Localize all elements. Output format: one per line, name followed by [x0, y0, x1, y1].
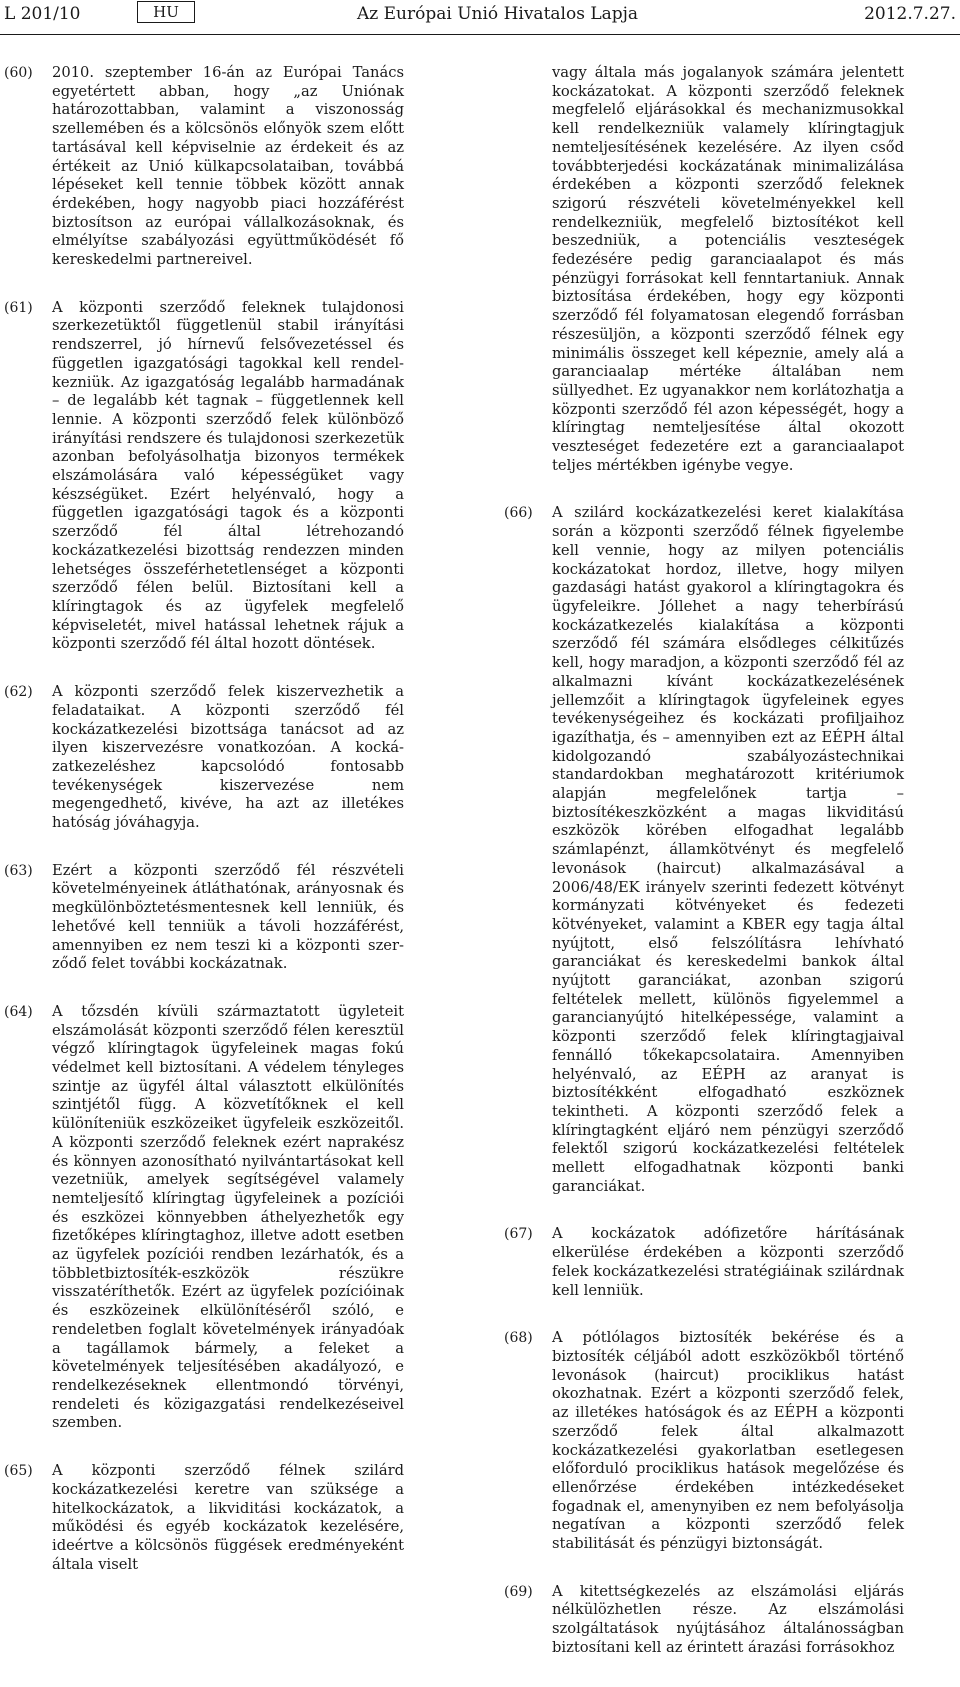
- recital-number: (62): [4, 684, 33, 701]
- recital-number: (66): [504, 505, 533, 522]
- recital-number: (60): [4, 65, 33, 81]
- recital-text: Ezért a központi szerződő fél részvételi követelményeinek átláthatónak, arányosnak és megkülönböztetésmentesnek kell lenniük, és lehetővé kell tenniük a távoli hozzáférést, amennyiben ez nem teszi ki a központi szerződő felet további kockázatnak.: [52, 861, 404, 973]
- recital-66: [504, 504, 904, 1196]
- recital-text: A központi szerződő felek kiszervezhetik a feladataikat. A központi szerződő fél kockázatkezelési bizottsága tanácsot ad az ilyen kiszervezésre vonatkozóan. A kockázatkezeléshez kapcsolódó fontosabb tevékenységek kiszervezése nem megengedhető, kivéve, ha azt az illetékes hatóság jóváhagyja.: [52, 683, 404, 832]
- left-column: [4, 64, 404, 1603]
- recital-text: A pótlólagos biztosíték bekérése és a biztosíték céljából adott eszközökből történő levonások (haircut) prociklikus hatást okozhatnak. Ezért a központi szerződő felek, az illetékes hatóságok és az EÉPH a központi szerződő felek által alkalmazott kockázatkezelési gyakorlatban esetlegesen előforduló prociklikus hatások megelőzése és ellenőrzése érdekében intézkedéseket fogadnak el, amenynyiben ez nem befolyásolja negatívan a központi szerződő felek stabilitását és pénzügyi biztonságát.: [552, 1329, 904, 1553]
- recital-65-continued: [504, 64, 904, 475]
- recital-63: [4, 862, 404, 974]
- page-reference: L 201/10: [4, 4, 81, 24]
- right-column: [504, 64, 904, 1687]
- recital-68: [504, 1329, 904, 1553]
- publication-date: 2012.7.27.: [864, 4, 956, 24]
- recital-number: (61): [4, 299, 33, 316]
- recital-text: vagy általa más jogalanyok számára jelentett kockázatokat. A központi szerződő feleknek megfelelő eljárásokkal és mechanizmusokkal kell rendelkezniük valamely klíringtagjuk nemteljesítésének kezelésére. Az ilyen csőd továbbterjedési kockázatának minimalizálása érdekében a központi szerződő feleknek szigorú részvételi követelményekkel kell rendelkezniük, megfelelő biztosítékot kell beszedniük, a potenciális veszteségek fedezésére pedig garanciaalapot és más pénzügyi forrásokat kell fenntartaniuk. Annak biztosítása érdekében, hogy egy központi szerződő fél folyamatosan elegendő forrásban részesüljön, a központi szerződő félnek egy minimális összeget kell képeznie, amely alá a garanciaalap mértéke általában nem süllyedhet. Ez ugyanakkor nem korlátozhatja a központi szerződő fél azon képességét, hogy a klíringtag nemteljesítése által okozott veszteséget fedezetére ezt a garanciaalapot teljes mértékben igénybe vegye.: [552, 64, 904, 474]
- recital-text: A központi szerződő feleknek tulajdonosi szerkezetüktől függetlenül stabil irányítási rendszerrel, jó hírnevű felsővezetéssel és független igazgatósági tagokkal kell rendelkezniük. Az igazgatóság legalább harmadának – de legalább két tagnak – függetlennek kell lennie. A központi szerződő felek különböző irányítási rendszere és tulajdonosi szerkezetük azonban befolyásolhatja bizonyos termékek elszámolására való képességüket vagy készségüket. Ezért helyénvaló, hogy a független igazgatósági tagok és a központi szerződő fél által létrehozandó kockázatkezelési bizottság rendezzen minden lehetséges összeférhetetlenséget a központi szerződő félen belül. Biztosítani kell a klíringtagok és az ügyfelek megfelelő képviseletét, mivel hatással lehetnek rájuk a központi szerződő fél által hozott döntések.: [52, 298, 404, 653]
- recital-62: [4, 683, 404, 833]
- recital-number: (68): [504, 1330, 533, 1347]
- recital-text: A szilárd kockázatkezelési keret kialakítása során a központi szerződő félnek figyelembe kell vennie, hogy az milyen potenciális kockázatokat hordoz, illetve, hogy milyen gazdasági hatást gyakorol a klíringtagokra és ügyfeleikre. Jóllehet a nagy teherbírású kockázatkezelés kialakítása a központi szerződő fél számára elsődleges célkitűzés kell, hogy maradjon, a központi szerződő fél az alkalmazni kívánt kockázatkezelésének jellemzőit a klíringtagok ügyfeleinek egyes tevékenységeihez és kockázati profiljaihoz igazíthatja, és – amennyiben ezt az EÉPH által kidolgozandó szabályozástechnikai standardokban meghatározott kritériumok alapján megfelelőnek tartja – biztosítékeszközként a magas likviditású eszközök körében elfogadhat legalább számlapénzt, államkötvényt és megfelelő levonások (haircut) alkalmazásával a 2006/48/EK irányelv szerinti fedezett kötvényt kormányzati kötvényeket és fedezeti kötvényeket, valamint a KBER egy tagja által nyújtott, első felszólításra lehívható garanciákat és kereskedelmi bankok által nyújtott garanciákat, azonban szigorú feltételek mellett, különös figyelemmel a garancianyújtó hitelképessége, valamint a központi szerződő felek klíringtagjaival fennálló tőkekapcsolataira. Amennyiben helyénvaló, az EÉPH az aranyat is biztosítékként elfogadható eszköznek tekintheti. A központi szerződő felek a klíringtagként eljáró nem pénzügyi szerződő felektől szigorú kockázatkezelési feltételek mellett elfogadhatnak központi banki garanciákat.: [552, 504, 904, 1195]
- recital-text: A központi szerződő félnek szilárd kockázatkezelési keretre van szüksége a hitelkockázatok, a likviditási kockázatok, a működési és egyéb kockázatok kezelésére, ideértve a kölcsönös függések eredményeként általa viselt: [52, 1462, 404, 1573]
- recital-number: (67): [504, 1226, 533, 1243]
- recital-69: [504, 1583, 904, 1658]
- page-header: [0, 0, 960, 44]
- recital-number: (63): [4, 862, 33, 879]
- recital-number: (64): [4, 1003, 33, 1020]
- recital-64: [4, 1003, 404, 1433]
- journal-title: Az Európai Unió Hivatalos Lapja: [357, 4, 639, 24]
- recital-text: A kockázatok adófizetőre hárításának elkerülése érdekében a központi szerződő felek kockázatkezelési stratégiáinak szilárdnak kell lenniük.: [552, 1225, 904, 1299]
- recital-65: [4, 1462, 404, 1574]
- recital-text: A kitettségkezelés az elszámolási eljárás nélkülözhetlen része. Az elszámolási szolgáltatások nyújtásához általánosságban biztosítani kell az érintett árazási forrásokhoz: [552, 1582, 904, 1656]
- header-rule: [0, 34, 960, 35]
- recital-text: A tőzsdén kívüli származtatott ügyleteit elszámolását központi szerződő félen keresztül végző klíringtagok ügyfeleinek magas fokú védelmet kell biztosítani. A védelem tényleges szintje az ügyfél által választott elkülönítés szintjétől függ. A közvetítőknek el kell különíteniük eszközeiket ügyfeleik eszközeitől. A központi szerződő feleknek ezért naprakész és könnyen azonosítható nyilvántartásokat kell vezetniük, amelyek segítségével valamely nemteljesítő klíringtag ügyfeleinek a pozíciói és eszközei könnyebben áthelyezhetők egy fizetőképes klíringtaghoz, illetve adott esetben az ügyfelek pozíciói rendben lezárhatók, és a többletbiztosíték-eszközök részükre visszatéríthetők. Ezért az ügyfelek pozícióinak és eszközeinek elkülönítéséről szóló, e rendeletben foglalt követelmények irányadóak a tagállamok bármely, a feleket a követelmények teljesítésében akadályozó, e rendelkezéseknek ellentmondó törvényi, rendeleti és közigazgatási rendelkezéseivel szemben.: [52, 1002, 404, 1432]
- recital-number: (69): [504, 1583, 533, 1600]
- recital-60: [4, 64, 404, 270]
- language-code-box: HU: [137, 1, 195, 23]
- recital-61: [4, 299, 404, 654]
- recital-number: (65): [4, 1463, 33, 1480]
- recital-text: 2010. szeptember 16-án az Európai Tanács egyetértett abban, hogy „az Uniónak határozottabban, valamint a viszonosság szellemében és a kölcsönös előnyök szem előtt tartásával kell képviselnie az érdekeit és az értékeit az Unió külkapcsolataiban, továbbá lépéseket kell tennie többek között annak érdekében, hogy nagyobb piaci hozzáférést biztosítson az európai vállalkozásoknak, és elmélyítse szabályozási együttműködését fő kereskedelmi partnereivel.: [52, 64, 404, 269]
- recital-67: [504, 1225, 904, 1300]
